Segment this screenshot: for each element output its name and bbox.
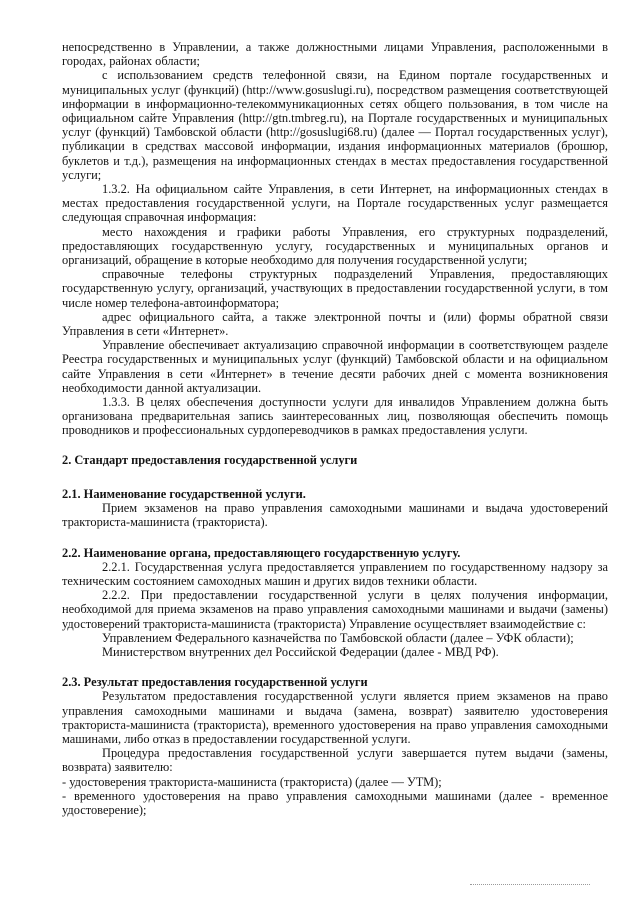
paragraph: с использованием средств телефонной связи, на Едином портале государственных и муниципальных услуг (функций) (http://www.gosuslugi.ru), посредством размещения соответствующей информации в информационно-телекоммуникационных сетях общего пользования, в том числе на официальном сайте Управления (http://gtn.tmbreg.ru), на Портале государственных и муниципальных услуг (функций) Тамбовской области (http://gosuslugi68.ru) (далее — Портал государственных услуг), публикации в средствах массовой информации, издания информационных материалов (брошюр, буклетов и т.д.), размещения на информационных стендах в местах предоставления государственной услуги; <box>62 68 608 182</box>
paragraph: Результатом предоставления государственной услуги является прием экзаменов на право управления самоходными машинами и выдача (замена, возврат) заявителю удостоверения тракториста-машиниста (тракториста), временного удостоверения на право управления самоходными машинами, либо отказ в предоставлении государственной услуги. <box>62 689 608 746</box>
subsection-heading: 2.3. Результат предоставления государственной услуги <box>62 675 368 690</box>
scan-artifact <box>470 884 590 888</box>
paragraph: Министерством внутренних дел Российской Федерации (далее - МВД РФ). <box>102 644 499 659</box>
paragraph: 1.3.3. В целях обеспечения доступности услуги для инвалидов Управлением должна быть организована предварительная запись заинтересованных лиц, позволяющая обеспечить помощь проводников и профессиональных сурдопереводчиков в рамках предоставления услуги. <box>62 395 608 438</box>
list-item: - удостоверения тракториста-машиниста (тракториста) (далее — УТМ); <box>62 774 442 789</box>
list-item: - временного удостоверения на право управления самоходными машинами (далее - временное удостоверение); <box>62 788 608 817</box>
paragraph: Управлением Федерального казначейства по Тамбовской области (далее – УФК области); <box>102 630 574 645</box>
paragraph: 2.2.2. При предоставлении государственной услуги в целях получения информации, необходимой для приема экзаменов на право управления самоходными машинами и выдачи (замены) удостоверений тракториста-машиниста (тракториста) Управление осуществляет взаимодействие с: <box>62 588 608 631</box>
paragraph: 2.2.1. Государственная услуга предоставляется управлением по государственному надзору за техническим состоянием самоходных машин и других видов техники области. <box>62 559 608 588</box>
paragraph: Прием экзаменов на право управления самоходными машинами и выдача удостоверений тракториста-машиниста (тракториста). <box>62 501 608 530</box>
document-page <box>62 40 608 817</box>
subsection-heading: 2.1. Наименование государственной услуги. <box>62 486 306 501</box>
paragraph: 1.3.2. На официальном сайте Управления, в сети Интернет, на информационных стендах в местах предоставления государственной услуги, на Портале государственных услуг размещается следующая справочная информация: <box>62 182 608 225</box>
paragraph: адрес официального сайта, а также электронной почты и (или) формы обратной связи Управления в сети «Интернет». <box>62 309 608 339</box>
section-heading: 2. Стандарт предоставления государственной услуги <box>62 452 358 467</box>
subsection-heading: 2.2. Наименование органа, предоставляющего государственную услугу. <box>62 545 461 560</box>
paragraph: Управление обеспечивает актуализацию справочной информации в соответствующем разделе Реестра государственных и муниципальных услуг (функций) Тамбовской области и на официальном сайте Управления в сети «Интернет» в течение десяти рабочих дней с момента возникновения необходимости данной актуализации. <box>62 338 608 395</box>
paragraph: место нахождения и графики работы Управления, его структурных подразделений, предоставляющих государственную услугу, государственных и муниципальных органов и организаций, обращение в которые необходимо для получения государственной услуги; <box>62 224 608 268</box>
paragraph: непосредственно в Управлении, а также должностными лицами Управления, расположенными в городах, районах области; <box>62 40 608 69</box>
paragraph: справочные телефоны структурных подразделений Управления, предоставляющих государственную услугу, организаций, участвующих в предоставлении государственной услуги, в том числе номер телефона-автоинформатора; <box>62 267 608 310</box>
paragraph: Процедура предоставления государственной услуги завершается путем выдачи (замены, возврата) заявителю: <box>62 746 608 775</box>
